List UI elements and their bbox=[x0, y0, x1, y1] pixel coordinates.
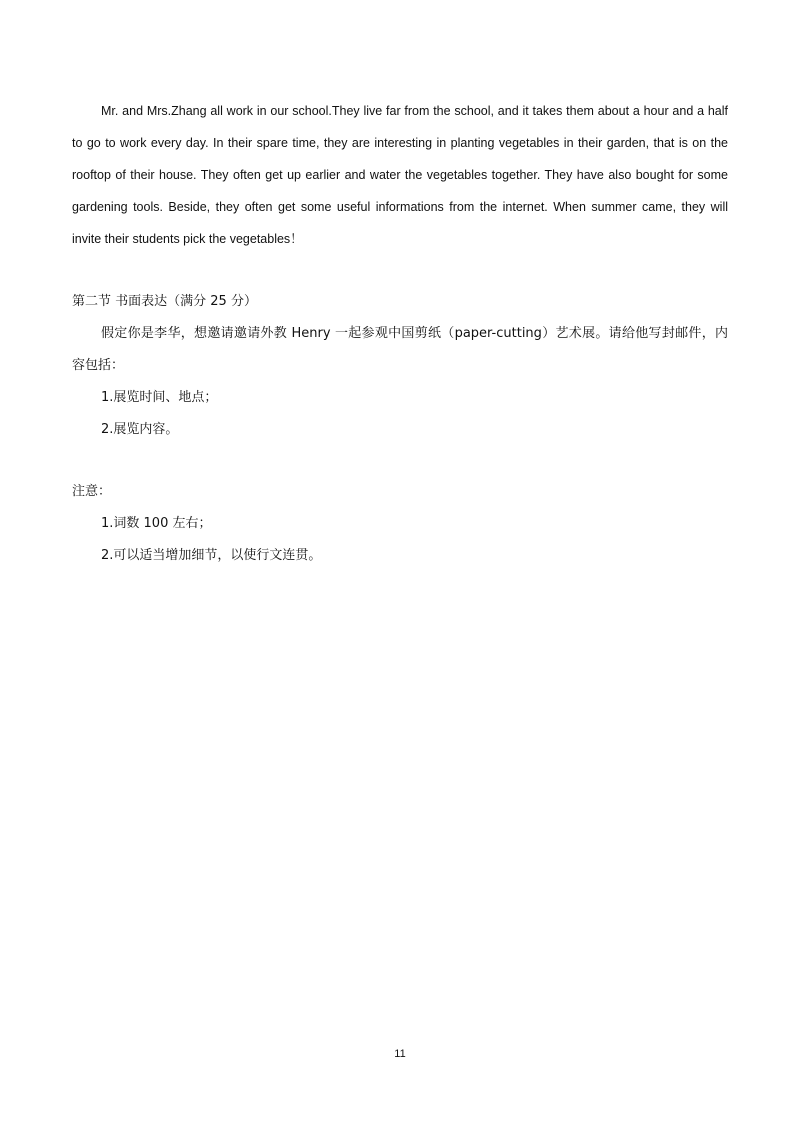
note-item-2: 2.可以适当增加细节，以使行文连贯。 bbox=[101, 548, 322, 563]
content-item-2: 2.展览内容。 bbox=[101, 422, 179, 437]
note-item-1: 1.词数 100 左右； bbox=[101, 516, 212, 531]
error-correction-passage: Mr. and Mrs.Zhang all work in our school.They live far from the school, and it takes them about a hour and a half to go to work every day. In their spare time, they are interesting in planting vegetables in their garden, that is on the rooftop of their house. They often get up earlier and water the vegetables together. They have also bought for some gardening tools. Beside, they often get some useful informations from the internet. When summer came, they will invite their students pick the vegetables！ bbox=[72, 104, 728, 246]
content-item-1: 1.展览时间、地点； bbox=[101, 390, 218, 405]
writing-prompt: 假定你是李华，想邀请邀请外教 Henry 一起参观中国剪纸（paper-cutting）艺术展。请给他写封邮件，内容包括： bbox=[72, 326, 728, 373]
spacer bbox=[72, 446, 728, 476]
section-heading: 第二节 书面表达（满分 25 分） bbox=[72, 294, 257, 309]
page-number: 11 bbox=[394, 1048, 406, 1060]
writing-section bbox=[72, 286, 728, 572]
notes-heading: 注意： bbox=[72, 484, 112, 499]
